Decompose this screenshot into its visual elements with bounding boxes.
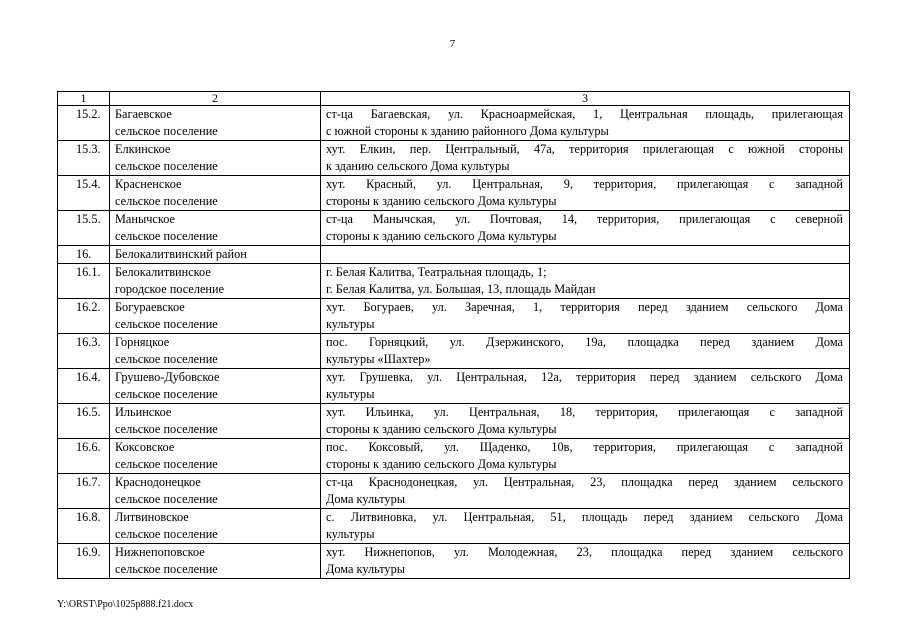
address-line: хут. Ильинка, ул. Центральная, 18, территория, прилегающая с западной: [326, 405, 843, 419]
settlement-name-cell: [110, 211, 321, 246]
row-number: 16.3.: [58, 334, 110, 369]
settlement-name-line: Краснодонецкое: [115, 475, 201, 489]
row-number: 16.6.: [58, 439, 110, 474]
column-header-settlement: 2: [110, 92, 321, 106]
address-line: с. Литвиновка, ул. Центральная, 51, площадь перед зданием сельского Дома: [326, 510, 843, 524]
settlement-name-line: Литвиновское: [115, 510, 189, 524]
address-line: культуры: [326, 317, 375, 331]
table-row: [58, 509, 850, 544]
settlement-name-line: Багаевское: [115, 107, 172, 121]
address-cell: [321, 439, 850, 474]
address-cell: [321, 211, 850, 246]
row-number: 15.4.: [58, 176, 110, 211]
column-header-number: 1: [58, 92, 110, 106]
settlement-name-cell: [110, 264, 321, 299]
settlement-name-cell: [110, 544, 321, 579]
settlement-name-cell: [110, 404, 321, 439]
settlement-name-line: сельское поселение: [115, 562, 218, 576]
settlement-name-line: Нижнепоповское: [115, 545, 205, 559]
settlement-name-cell: [110, 299, 321, 334]
address-line: ст-ца Манычская, ул. Почтовая, 14, территория, прилегающая с северной: [326, 212, 843, 226]
row-number: 16.8.: [58, 509, 110, 544]
table-row: [58, 474, 850, 509]
address-cell: [321, 334, 850, 369]
settlement-name-line: городское поселение: [115, 282, 225, 296]
table-row: [58, 439, 850, 474]
address-line: Дома культуры: [326, 492, 405, 506]
settlement-name-line: Белокалитвинский район: [115, 247, 247, 261]
settlement-name-cell: [110, 509, 321, 544]
row-number: 15.5.: [58, 211, 110, 246]
settlement-name-line: Манычское: [115, 212, 175, 226]
address-line: хут. Богураев, ул. Заречная, 1, территория перед зданием сельского Дома: [326, 300, 843, 314]
address-cell: [321, 141, 850, 176]
address-cell: [321, 369, 850, 404]
settlement-name-line: Коксовское: [115, 440, 175, 454]
settlement-name-line: сельское поселение: [115, 317, 218, 331]
address-line: пос. Горняцкий, ул. Дзержинского, 19а, площадка перед зданием Дома: [326, 335, 843, 349]
table-row: [58, 369, 850, 404]
address-line: ст-ца Краснодонецкая, ул. Центральная, 23, площадка перед зданием сельского: [326, 475, 843, 489]
settlement-name-cell: [110, 246, 321, 264]
address-cell: [321, 299, 850, 334]
settlement-name-line: сельское поселение: [115, 387, 218, 401]
row-number: 16.2.: [58, 299, 110, 334]
address-line: г. Белая Калитва, Театральная площадь, 1;: [326, 265, 547, 279]
table-row: [58, 246, 850, 264]
settlement-name-line: Ильинское: [115, 405, 172, 419]
settlement-name-line: сельское поселение: [115, 527, 218, 541]
settlement-name-cell: [110, 474, 321, 509]
address-cell: [321, 509, 850, 544]
table-row: [58, 334, 850, 369]
address-line: Дома культуры: [326, 562, 405, 576]
settlement-name-line: Белокалитвинское: [115, 265, 211, 279]
row-number: 16.4.: [58, 369, 110, 404]
settlement-name-line: Елкинское: [115, 142, 171, 156]
address-cell: [321, 264, 850, 299]
row-number: 15.3.: [58, 141, 110, 176]
address-cell: [321, 106, 850, 141]
settlement-name-line: сельское поселение: [115, 492, 218, 506]
settlement-name-cell: [110, 106, 321, 141]
settlement-name-line: Горняцкое: [115, 335, 170, 349]
row-number: 16.1.: [58, 264, 110, 299]
table-row: [58, 544, 850, 579]
address-line: хут. Грушевка, ул. Центральная, 12а, территория перед зданием сельского Дома: [326, 370, 843, 384]
table-row: [58, 404, 850, 439]
address-line: культуры «Шахтер»: [326, 352, 431, 366]
file-path-footer: Y:\ORST\Ppo\1025p888.f21.docx: [57, 599, 194, 610]
settlements-table: [57, 91, 850, 579]
table-header-row: [58, 92, 850, 106]
page-number: 7: [449, 38, 456, 50]
address-cell: [321, 404, 850, 439]
settlement-name-line: сельское поселение: [115, 194, 218, 208]
address-line: культуры: [326, 387, 375, 401]
table-row: [58, 141, 850, 176]
row-number: 16.7.: [58, 474, 110, 509]
settlement-name-cell: [110, 141, 321, 176]
table-row: [58, 264, 850, 299]
settlement-name-line: Грушево-Дубовское: [115, 370, 220, 384]
address-line: стороны к зданию сельского Дома культуры: [326, 457, 557, 471]
address-line: культуры: [326, 527, 375, 541]
address-line: пос. Коксовый, ул. Щаденко, 10в, территория, прилегающая с западной: [326, 440, 843, 454]
address-line: г. Белая Калитва, ул. Большая, 13, площадь Майдан: [326, 282, 596, 296]
row-number: 15.2.: [58, 106, 110, 141]
settlement-name-line: Богураевское: [115, 300, 185, 314]
settlement-name-line: сельское поселение: [115, 352, 218, 366]
settlement-name-line: сельское поселение: [115, 229, 218, 243]
table-row: [58, 176, 850, 211]
table-row: [58, 211, 850, 246]
address-line: с южной стороны к зданию районного Дома культуры: [326, 124, 609, 138]
address-line: хут. Елкин, пер. Центральный, 47а, территория прилегающая с южной стороны: [326, 142, 843, 156]
settlement-name-cell: [110, 439, 321, 474]
settlement-name-line: сельское поселение: [115, 422, 218, 436]
address-line: хут. Нижнепопов, ул. Молодежная, 23, площадка перед зданием сельского: [326, 545, 843, 559]
address-line: хут. Красный, ул. Центральная, 9, территория, прилегающая с западной: [326, 177, 843, 191]
settlement-name-cell: [110, 369, 321, 404]
address-cell: [321, 474, 850, 509]
address-line: к зданию сельского Дома культуры: [326, 159, 510, 173]
column-header-address: 3: [321, 92, 850, 106]
settlement-name-line: Красненское: [115, 177, 182, 191]
address-line: стороны к зданию сельского Дома культуры: [326, 194, 557, 208]
address-cell: [321, 176, 850, 211]
table-row: [58, 106, 850, 141]
address-line: стороны к зданию сельского Дома культуры: [326, 422, 557, 436]
settlement-name-line: сельское поселение: [115, 457, 218, 471]
settlement-name-line: сельское поселение: [115, 124, 218, 138]
row-number: 16.: [58, 246, 110, 264]
table-row: [58, 299, 850, 334]
settlement-name-cell: [110, 176, 321, 211]
address-cell: [321, 246, 850, 264]
settlement-name-cell: [110, 334, 321, 369]
table-body: [58, 92, 850, 579]
address-line: ст-ца Багаевская, ул. Красноармейская, 1, Центральная площадь, прилегающая: [326, 107, 843, 121]
address-line: стороны к зданию сельского Дома культуры: [326, 229, 557, 243]
settlement-name-line: сельское поселение: [115, 159, 218, 173]
row-number: 16.5.: [58, 404, 110, 439]
address-cell: [321, 544, 850, 579]
row-number: 16.9.: [58, 544, 110, 579]
